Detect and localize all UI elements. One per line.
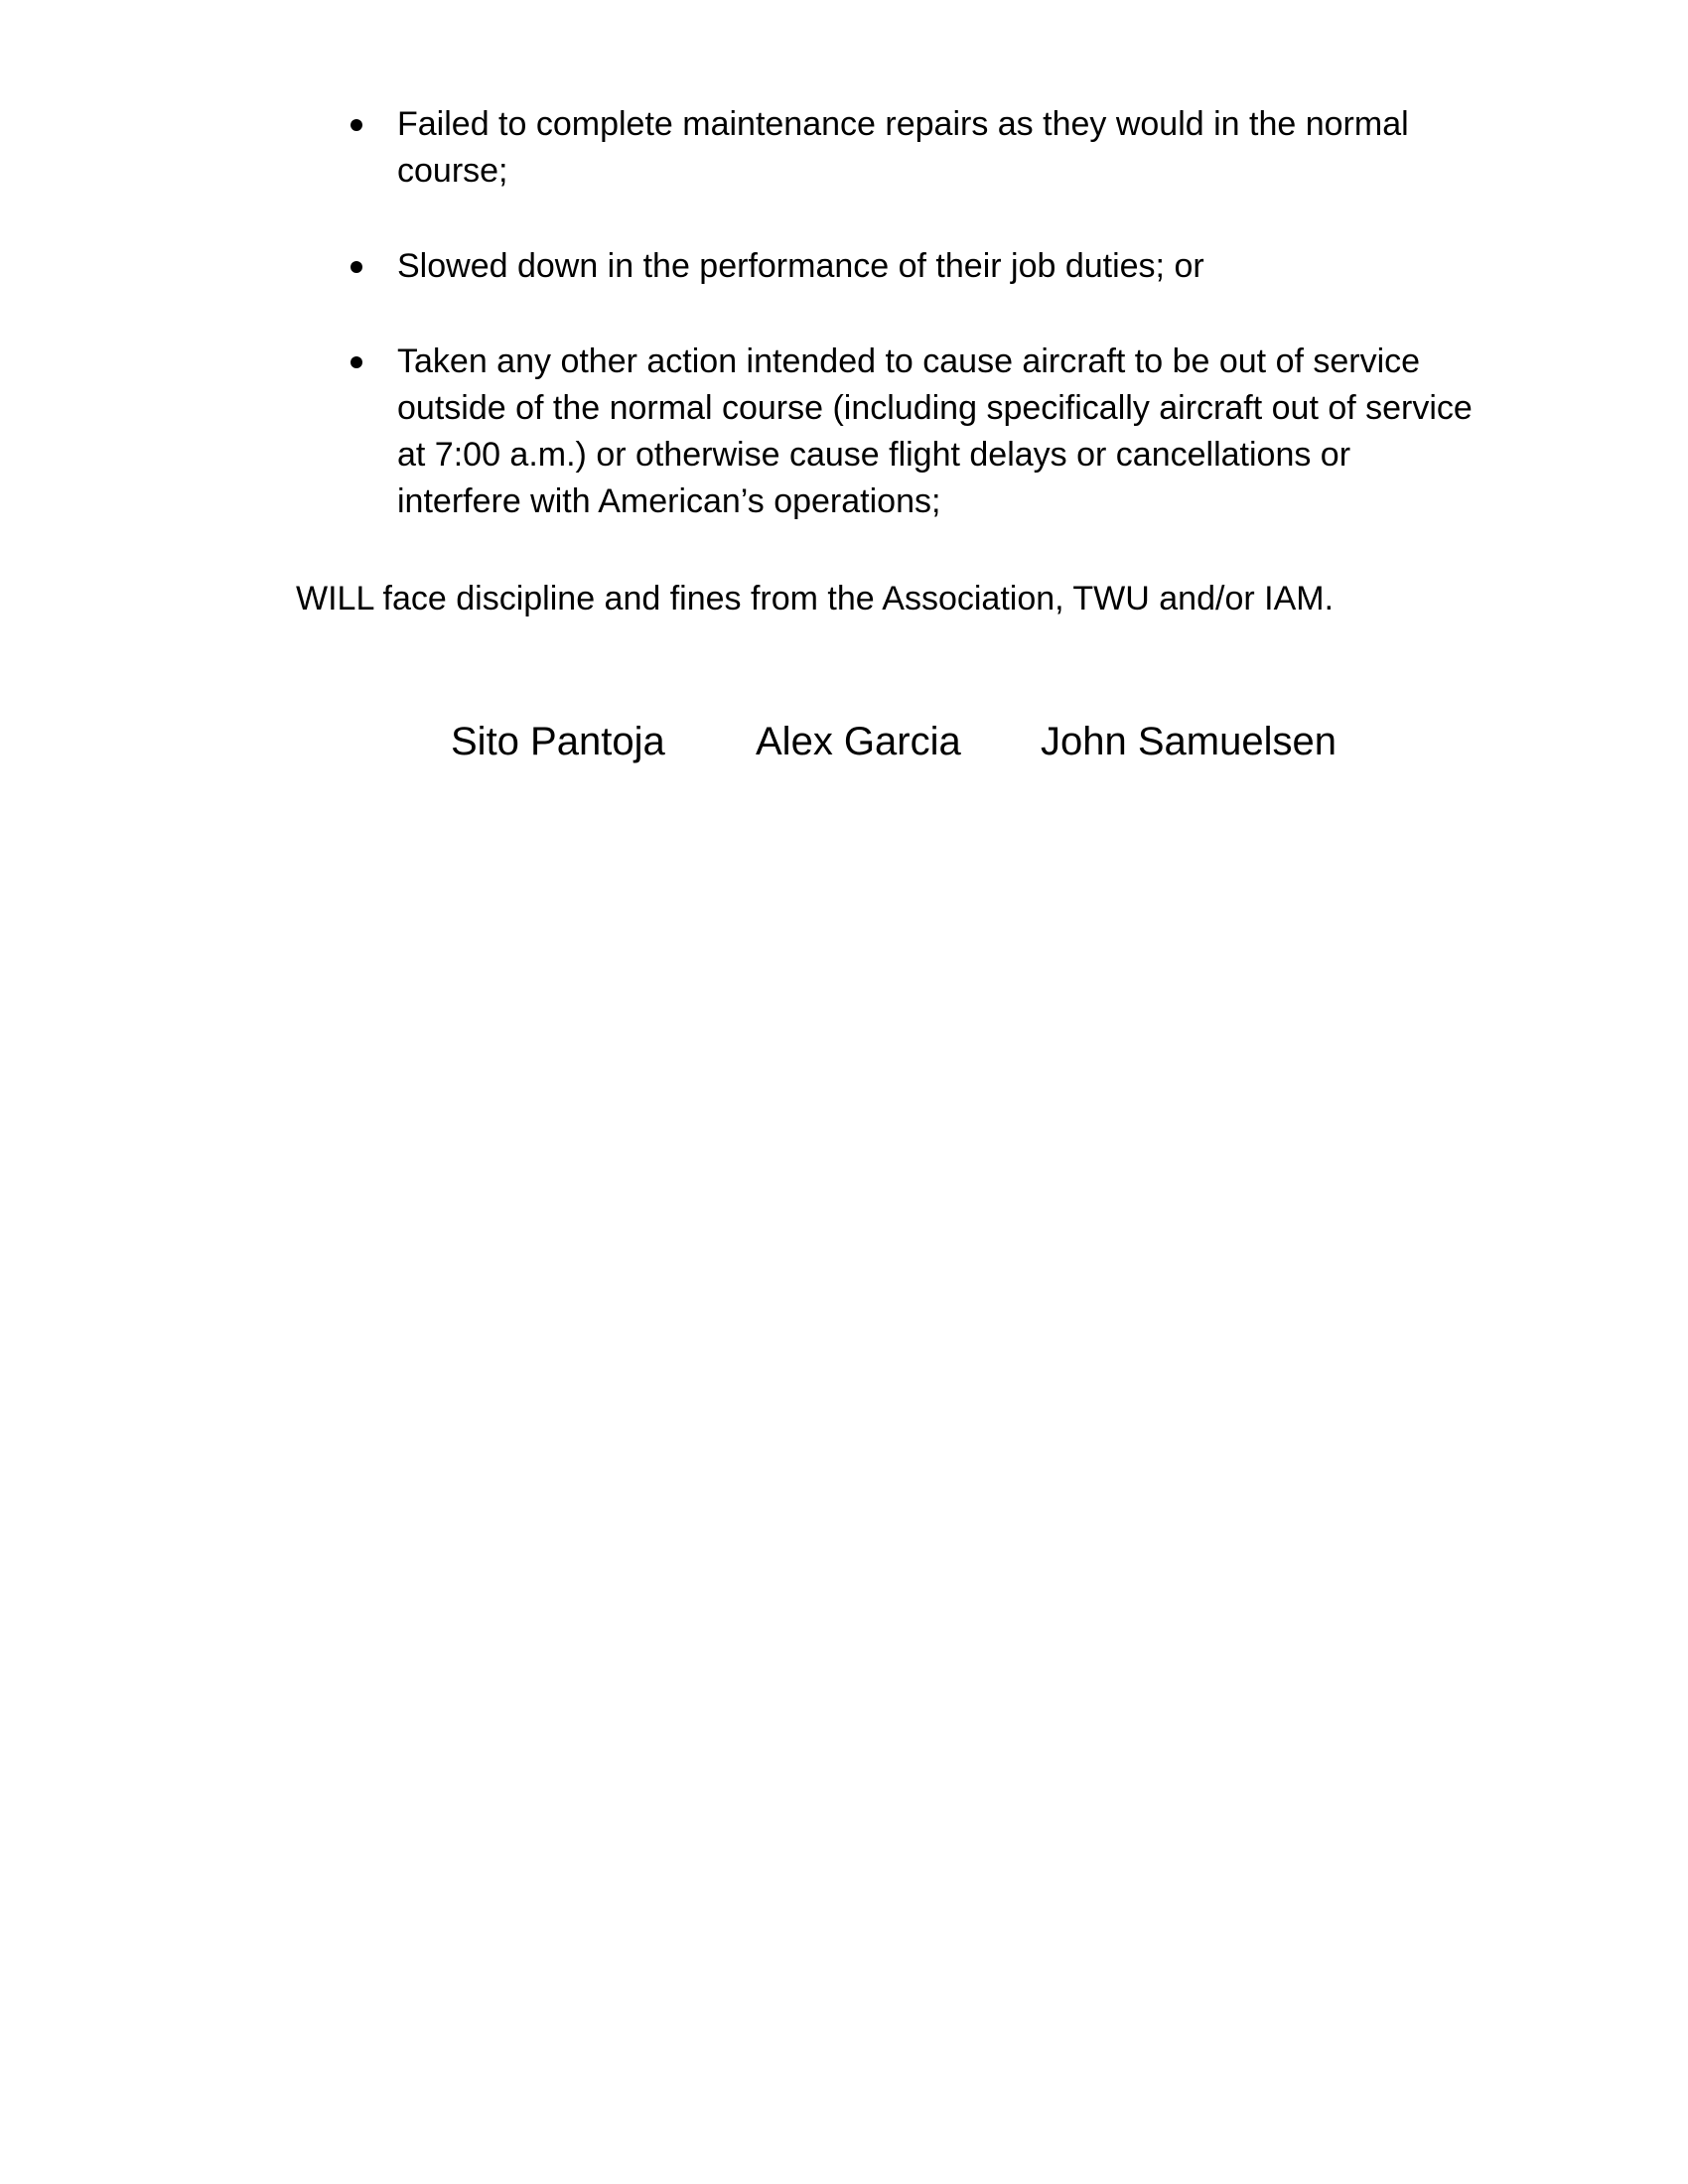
bullet-point-icon xyxy=(351,119,362,131)
bullet-text: Taken any other action intended to cause aircraft to be out of service outside of the normal course (including specifically aircraft out of service at 7:00 a.m.) or otherwise cause flight delays or cancellations or interfere with American’s operations; xyxy=(397,342,1473,520)
bullet-text: Slowed down in the performance of their job duties; or xyxy=(397,247,1204,285)
bullet-point-icon xyxy=(351,261,362,273)
list-item xyxy=(340,101,1481,195)
signatory-name: Sito Pantoja xyxy=(451,720,665,763)
bullet-point-icon xyxy=(351,356,362,368)
signatories xyxy=(0,715,1688,774)
closing-statement: WILL face discipline and fines from the Association, TWU and/or IAM. xyxy=(296,580,1335,617)
signatory-name: Alex Garcia xyxy=(756,720,961,763)
list-item xyxy=(340,243,1481,290)
signatory-name: John Samuelsen xyxy=(1041,720,1336,763)
list-item xyxy=(340,339,1481,525)
bullet-list xyxy=(340,101,1481,574)
bullet-text: Failed to complete maintenance repairs as they would in the normal course; xyxy=(397,105,1409,190)
